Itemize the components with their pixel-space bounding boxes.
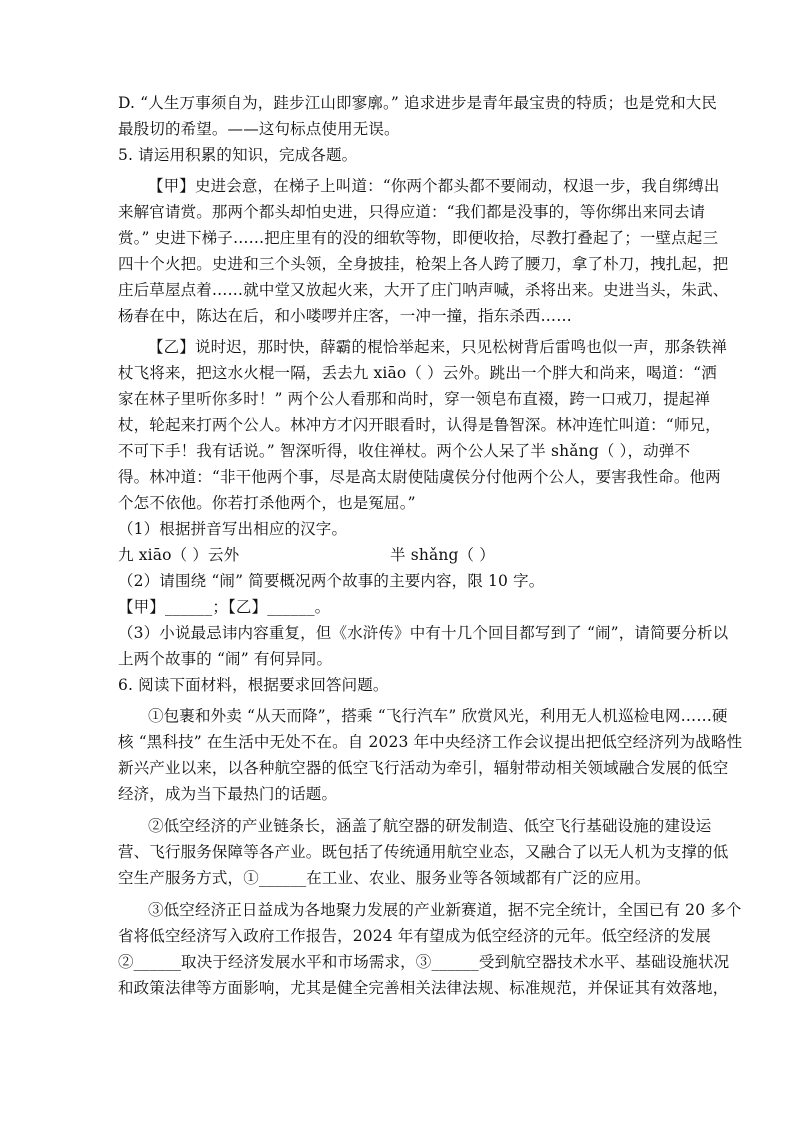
material-line: ②低空经济的产业链条长，涵盖了航空器的研发制造、低空飞行基础设施的建设运 [148, 817, 712, 835]
question-5-title: 5. 请运用积累的知识，完成各题。 [118, 146, 358, 164]
sub-question-3-line: （3）小说最忌讳内容重复，但《水浒传》中有十几个回目都写到了 “闹”，请简要分析以 [118, 624, 729, 642]
material-line: ③低空经济正日益成为各地聚力发展的产业新赛道，据不完全统计，全国已有 20 多个 [148, 901, 742, 919]
sub-question-3-line: 上两个故事的 “闹” 有何异同。 [118, 650, 333, 668]
material-line: 核 “黑科技” 在生活中无处不在。自 2023 年中央经济工作会议提出把低空经济列为战略性 [118, 733, 743, 751]
passage-yi-line: 杖飞将来，把这水火棍一隔，丢去九 xiāo（ ）云外。跳出一个胖大和尚来，喝道：“洒 [118, 364, 717, 382]
passage-yi-line: 个怎不依他。你若打杀他两个，也是冤屈。” [118, 494, 416, 512]
pinyin-answer-shang: 半 shǎng（ ） [390, 546, 495, 564]
passage-yi-line: 得。林冲道：“非干他两个事，尽是高太尉使陆虞侯分付他两个公人，要害我性命。他两 [118, 468, 721, 486]
material-line: 和政策法律等方面影响，尤其是健全完善相关法律法规、标准规范，并保证其有效落地， [118, 979, 729, 997]
passage-yi-line: 家在林子里听你多时！” 两个公人看那和尚时，穿一领皂布直裰，跨一口戒刀，提起禅 [118, 390, 711, 408]
material-paragraph-1 [118, 703, 743, 807]
material-line: ①包裹和外卖 “从天而降”，搭乘 “飞行汽车” 欣赏风光，利用无人机巡检电网……硬 [148, 707, 728, 725]
material-paragraph-2 [118, 813, 729, 891]
passage-jia-line: 杨春在中，陈达在后，和小喽啰并庄客，一冲一撞，指东杀西…… [118, 307, 572, 325]
passage-yi [118, 334, 728, 516]
sub-question-2-answer: 【甲】______；【乙】______。 [118, 598, 331, 616]
document-page [118, 90, 743, 1001]
passage-jia-line: 庄后草屋点着……就中堂又放起火来，大开了庄门呐声喊，杀将出来。史进当头，朱武、 [118, 281, 729, 299]
option-d-line-2: 最殷切的希望。——这句标点使用无误。 [118, 120, 400, 138]
sub-question-2: （2）请围绕 “闹” 简要概况两个故事的主要内容，限 10 字。 [118, 572, 545, 590]
option-d-line-1: D. “人生万事须自为，跬步江山即寥廓。” 追求进步是青年最宝贵的特质；也是党和大民 [118, 94, 718, 112]
passage-jia-line: 【甲】史进会意，在梯子上叫道：“你两个都头都不要闹动，权退一步，我自绑缚出 [148, 177, 720, 195]
material-paragraph-3 [118, 897, 742, 1001]
passage-jia [118, 173, 729, 329]
passage-jia-line: 来解官请赏。那两个都头却怕史进，只得应道：“我们都是没事的，等你绑出来同去请 [118, 203, 706, 221]
material-line: ②______取决于经济发展水平和市场需求，③______受到航空器技术水平、基础设施状况 [118, 953, 730, 971]
passage-jia-line: 赏。” 史进下梯子……把庄里有的没的细软等物，即便收拾，尽教打叠起了；一壁点起三 [118, 229, 719, 247]
material-line: 空生产服务方式，①______在工业、农业、服务业等各领域都有广泛的应用。 [118, 869, 651, 887]
passage-yi-line: 【乙】说时迟，那时快，薛霸的棍恰举起来，只见松树背后雷鸣也似一声，那条铁禅 [148, 338, 728, 356]
question-6-title: 6. 阅读下面材料，根据要求回答问题。 [118, 676, 389, 694]
sub-question-1: （1）根据拼音写出相应的汉字。 [118, 520, 348, 538]
pinyin-answer-xiao: 九 xiāo（ ）云外 [118, 546, 240, 564]
material-line: 省将低空经济写入政府工作报告，2024 年有望成为低空经济的元年。低空经济的发展 [118, 927, 711, 945]
pinyin-answer-row [118, 542, 678, 568]
passage-yi-line: 杖，轮起来打两个公人。林冲方才闪开眼看时，认得是鲁智深。林冲连忙叫道：“师兄， [118, 416, 721, 434]
material-line: 新兴产业以来，以各种航空器的低空飞行活动为牵引，辐射带动相关领域融合发展的低空 [118, 759, 729, 777]
material-line: 营、飞行服务保障等各产业。既包括了传统通用航空业态，又融合了以无人机为支撑的低 [118, 843, 729, 861]
passage-jia-line: 四十个火把。史进和三个头领，全身披挂，枪架上各人跨了腰刀，拿了朴刀，拽扎起，把 [118, 255, 729, 273]
material-line: 经济，成为当下最热门的话题。 [118, 785, 338, 803]
passage-yi-line: 不可下手！我有话说。” 智深听得，收住禅杖。两个公人呆了半 shǎng（ ），动弹不 [118, 442, 691, 460]
